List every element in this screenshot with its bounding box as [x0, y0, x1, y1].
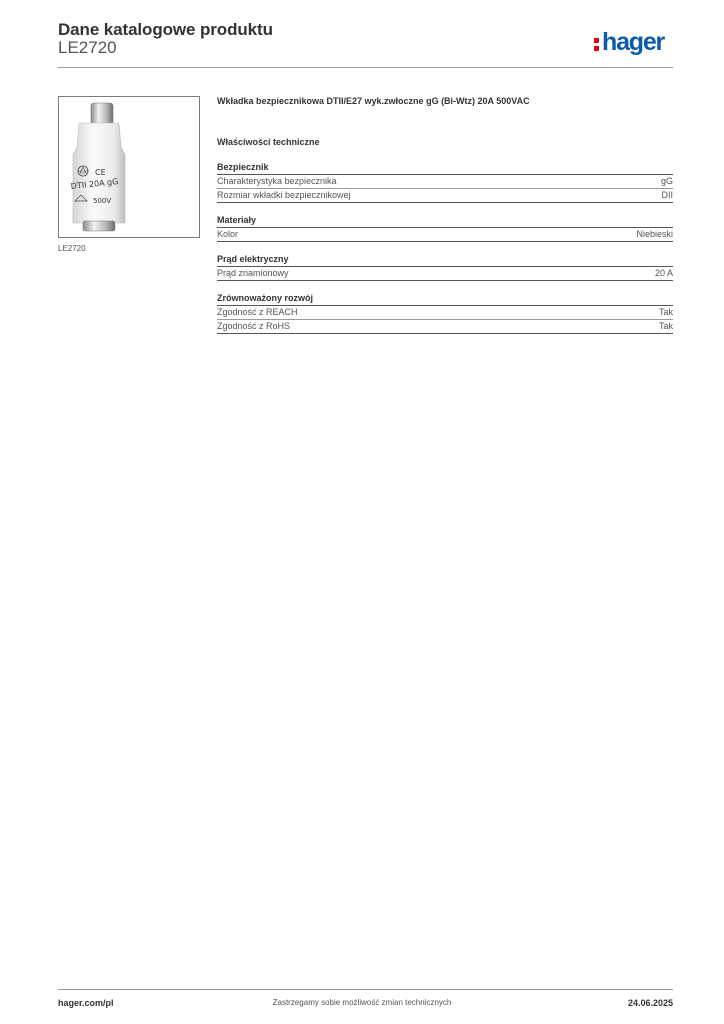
row-value: gG: [660, 176, 673, 186]
logo-text: hager: [602, 28, 665, 56]
group-title: Materiały: [217, 214, 673, 228]
product-code: LE2720: [58, 38, 117, 57]
product-name: Wkładka bezpiecznikowa DTII/E27 wyk.zwłoczne gG (Bi-Wtz) 20A 500VAC: [217, 96, 530, 106]
row-label: Zgodność z REACH: [217, 307, 298, 317]
properties-title: Właściwości techniczne: [217, 137, 320, 147]
row-value: 20 A: [654, 268, 673, 278]
product-image: [58, 96, 200, 238]
logo-dot-icon: [594, 46, 599, 51]
row-value: Niebieski: [636, 229, 673, 239]
group-electrical: [217, 253, 673, 281]
footer-note: Zastrzegamy sobie możliwość zmian technicznych: [272, 998, 452, 1007]
row-label: Zgodność z RoHS: [217, 321, 291, 331]
table-row: [217, 189, 673, 203]
table-row: [217, 306, 673, 320]
hager-logo: [592, 27, 674, 57]
table-row: [217, 267, 673, 281]
table-row: [217, 228, 673, 242]
footer-link[interactable]: hager.com/pl: [58, 998, 114, 1008]
group-materials: [217, 214, 673, 242]
group-title: Bezpiecznik: [217, 161, 673, 175]
page-title: Dane katalogowe produktu: [58, 20, 273, 39]
row-value: Tak: [658, 321, 673, 331]
group-sustainability: [217, 292, 673, 334]
row-label: Charakterystyka bezpiecznika: [217, 176, 337, 186]
row-value: DII: [661, 190, 673, 200]
row-label: Rozmiar wkładki bezpiecznikowej: [217, 190, 351, 200]
footer-date: 24.06.2025: [627, 998, 673, 1008]
ce-mark: CE: [95, 168, 106, 177]
row-label: Prąd znamionowy: [217, 268, 289, 278]
row-value: Tak: [658, 307, 673, 317]
header-divider: [58, 67, 673, 68]
table-row: [217, 175, 673, 189]
group-title: Prąd elektryczny: [217, 253, 673, 267]
logo-dot-icon: [594, 38, 599, 43]
row-label: Kolor: [217, 229, 239, 239]
image-caption: LE2720: [58, 244, 86, 253]
fuse-marking-rating: DTII 20A gG: [70, 177, 119, 191]
product-details: [217, 94, 673, 334]
footer-divider: [58, 989, 673, 990]
table-row: [217, 320, 673, 334]
group-fuse: [217, 161, 673, 203]
fuse-marking-voltage: 500V: [93, 197, 112, 205]
fuse-illustration: [59, 97, 199, 237]
group-title: Zrównoważony rozwój: [217, 292, 673, 306]
